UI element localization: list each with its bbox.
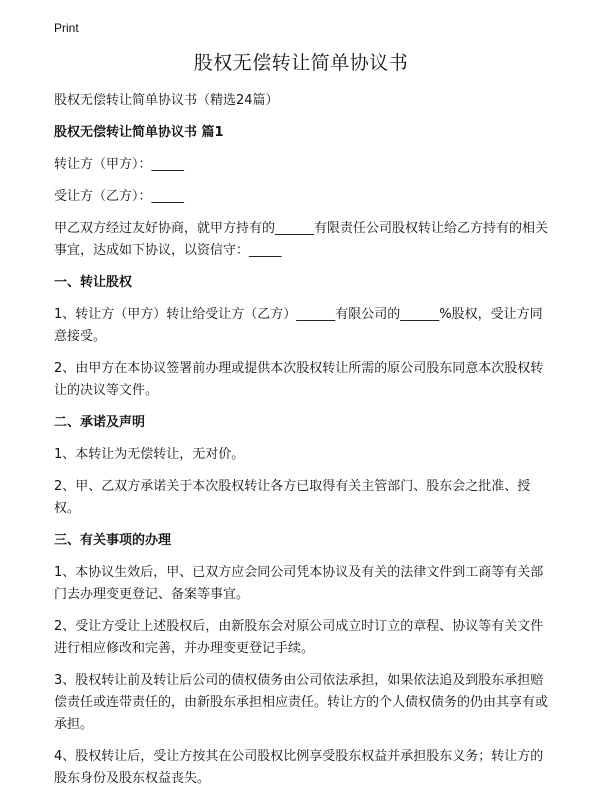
section-3-clause-4: 4、股权转让后，受让方按其在公司股权比例享受股东权益并承担股东义务；转让方的股东身份及股东权益丧失。 [54,749,544,786]
document-title: 股权无偿转让简单协议书 [193,52,409,74]
article-heading: 股权无偿转让简单协议书 篇1 [54,125,224,140]
section-3-title: 三、有关事项的办理 [54,533,172,548]
party-a-line: 转让方（甲方）：_____ [54,157,185,172]
section-1-title: 一、转让股权 [54,275,133,290]
print-link[interactable]: Print [54,21,79,35]
section-3-clause-3: 3、股权转让前及转让后公司的债权债务由公司依法承担，如果依法追及到股东承担赔偿责任或连带责任的，由新股东承担相应责任。转让方的个人债权债务的仍由其享有或承担。 [54,673,549,732]
section-1-clause-2: 2、由甲方在本协议签署前办理或提供本次股权转让所需的原公司股东同意本次股权转让的决议等文件。 [54,361,544,398]
party-b-line: 受让方（乙方）：_____ [54,189,185,204]
intro-paragraph: 甲乙双方经过友好协商，就甲方持有的______有限责任公司股权转让给乙方持有的相关事宜，达成如下协议，以资信守：_____ [54,221,549,258]
document-subtitle: 股权无偿转让简单协议书（精选24篇） [54,93,279,108]
section-3-clause-1: 1、本协议生效后，甲、已双方应会同公司凭本协议及有关的法律文件到工商等有关部门去办理变更登记、备案等事宜。 [54,565,544,602]
section-2-clause-2: 2、甲、乙双方承诺关于本次股权转让各方已取得有关主管部门、股东会之批准、授权。 [54,479,531,516]
section-2-clause-1: 1、本转让为无偿转让，无对价。 [54,447,245,462]
section-1-clause-1: 1、转让方（甲方）转让给受让方（乙方）______有限公司的______%股权，受让方同意接受。 [54,307,543,344]
section-2-title: 二、承诺及声明 [54,415,146,430]
section-3-clause-2: 2、受让方受让上述股权后，由新股东会对原公司成立时订立的章程、协议等有关文件进行相应修改和完善，并办理变更登记手续。 [54,619,544,656]
document-body [54,48,548,790]
